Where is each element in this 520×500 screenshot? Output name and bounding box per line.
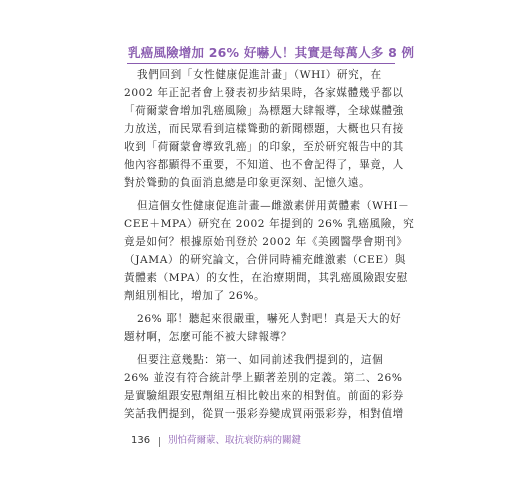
paragraph-2-line-4: （JAMA）的研究論文，合併同時補充雌激素（CEE）與 xyxy=(124,254,407,266)
paragraph-2-line-5: 黃體素（MPA）的女性，在治療期間，其乳癌風險跟安慰 xyxy=(124,272,408,284)
paragraph-3-line-1: 26% 耶！聽起來很嚴重，嚇死人對吧！真是天大的好 xyxy=(137,313,402,325)
paragraph-2-line-2: CEE＋MPA）研究在 2002 年提到的 26% 乳癌風險，究 xyxy=(124,218,415,230)
paragraph-2-line-6: 劑組別相比，增加了 26%。 xyxy=(124,290,266,302)
paragraph-4-line-2: 26% 並沒有符合統計學上顯著差別的定義。第二、26% xyxy=(124,372,403,384)
paragraph-1-line-6: 他內容都顯得不重要，不知道、也不會記得了，畢竟，人 xyxy=(124,159,404,171)
paragraph-4-line-4: 笑話我們提到，從買一張彩券變成買兩張彩券，相對值增 xyxy=(124,408,404,420)
paragraph-1-line-4: 力放送，而民眾看到這樣聳動的新聞標題，大概也只有接 xyxy=(124,123,404,135)
running-head: 別怕荷爾蒙、取抗衰防病的關鍵 xyxy=(168,435,302,446)
paragraph-2-line-1: 但這個女性健康促進計畫—雌激素併用黃體素（WHI－ xyxy=(137,200,410,212)
paragraph-4-line-1: 但要注意幾點：第一、如同前述我們提到的，這個 xyxy=(137,354,384,366)
paragraph-4-line-3: 是實驗組跟安慰劑組互相比較出來的相對值。前面的彩券 xyxy=(124,390,404,402)
paragraph-1-line-3: 「荷爾蒙會增加乳癌風險」為標題大肆報導，全球媒體強 xyxy=(124,105,404,117)
paragraph-1-line-5: 收到「荷爾蒙會導致乳癌」的印象，至於研究報告中的其 xyxy=(124,141,404,153)
section-heading: 乳癌風險增加 26% 好嚇人！其實是每萬人多 8 例 xyxy=(128,45,415,60)
paragraph-1-line-2: 2002 年正記者會上發表初步結果時，各家媒體幾乎都以 xyxy=(124,87,404,99)
footer-divider xyxy=(159,437,160,447)
paragraph-1-line-1: 我們回到「女性健康促進計畫」（WHI）研究，在 xyxy=(137,69,382,81)
page-number: 136 xyxy=(131,435,151,446)
heading-underline xyxy=(127,63,395,64)
paragraph-3-line-2: 題材啊，怎麼可能不被大肆報導？ xyxy=(124,331,292,343)
paragraph-1-line-7: 對於聳動的負面消息總是印象更深刻、記憶久遠。 xyxy=(124,177,371,189)
paragraph-2-line-3: 竟是如何？根據原始刊登於 2002 年《美國醫學會期刊》 xyxy=(124,236,408,248)
